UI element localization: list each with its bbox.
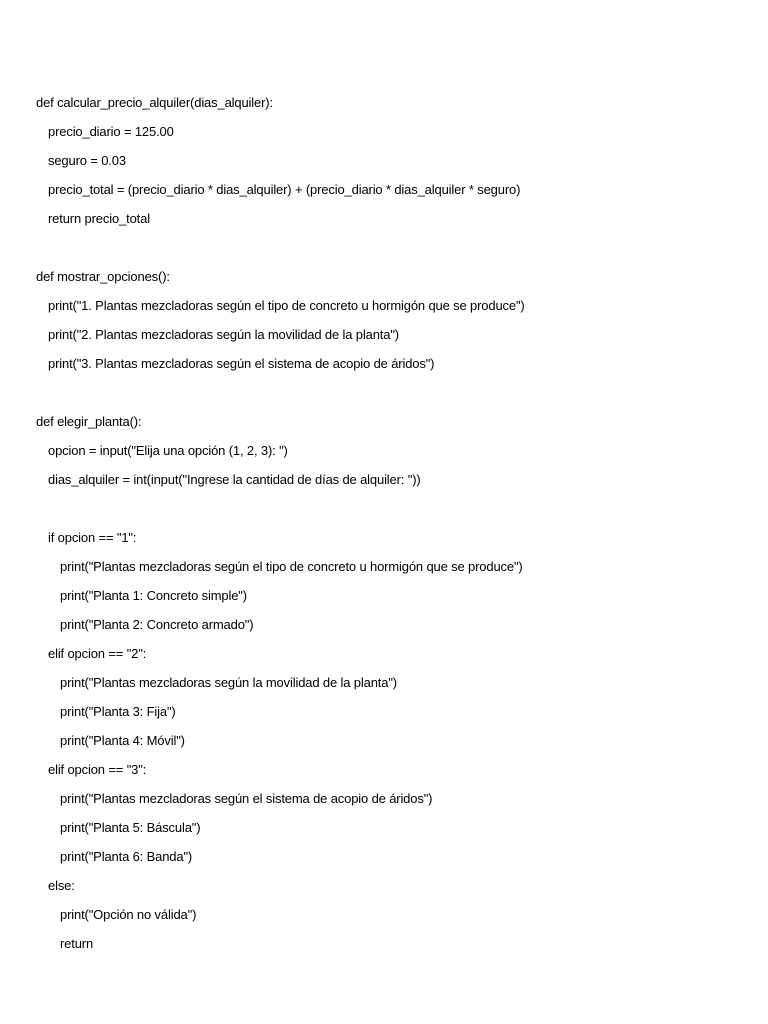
code-line: else: xyxy=(48,878,75,893)
code-line: print("Planta 5: Báscula") xyxy=(60,820,201,835)
code-line: print("Planta 1: Concreto simple") xyxy=(60,588,247,603)
code-line: print("3. Plantas mezcladoras según el sistema de acopio de áridos") xyxy=(48,356,435,371)
code-line: return precio_total xyxy=(48,211,150,226)
code-line: def elegir_planta(): xyxy=(36,414,142,429)
code-block xyxy=(36,93,736,963)
code-line: print("2. Plantas mezcladoras según la movilidad de la planta") xyxy=(48,327,399,342)
code-line: print("Planta 6: Banda") xyxy=(60,849,193,864)
code-line: def calcular_precio_alquiler(dias_alquiler): xyxy=(36,95,273,110)
code-line: print("1. Plantas mezcladoras según el tipo de concreto u hormigón que se produce") xyxy=(48,298,525,313)
code-line: print("Plantas mezcladoras según la movilidad de la planta") xyxy=(60,675,397,690)
code-line: if opcion == "1": xyxy=(48,530,137,545)
code-line: dias_alquiler = int(input("Ingrese la cantidad de días de alquiler: ")) xyxy=(48,472,421,487)
code-line: print("Plantas mezcladoras según el tipo de concreto u hormigón que se produce") xyxy=(60,559,523,574)
blank-line xyxy=(36,383,736,412)
code-line: elif opcion == "2": xyxy=(48,646,147,661)
code-line: precio_total = (precio_diario * dias_alquiler) + (precio_diario * dias_alquiler * seguro) xyxy=(48,182,521,197)
code-line: return xyxy=(60,936,94,951)
code-line: print("Planta 3: Fija") xyxy=(60,704,176,719)
code-line: print("Opción no válida") xyxy=(60,907,197,922)
code-line: elif opcion == "3": xyxy=(48,762,147,777)
code-line: opcion = input("Elija una opción (1, 2, 3): ") xyxy=(48,443,288,458)
code-line: print("Planta 4: Móvil") xyxy=(60,733,185,748)
code-line: print("Plantas mezcladoras según el sistema de acopio de áridos") xyxy=(60,791,433,806)
code-line: seguro = 0.03 xyxy=(48,153,126,168)
code-line: precio_diario = 125.00 xyxy=(48,124,174,139)
code-line: print("Planta 2: Concreto armado") xyxy=(60,617,254,632)
blank-line xyxy=(36,499,736,528)
code-line: def mostrar_opciones(): xyxy=(36,269,170,284)
blank-line xyxy=(36,238,736,267)
